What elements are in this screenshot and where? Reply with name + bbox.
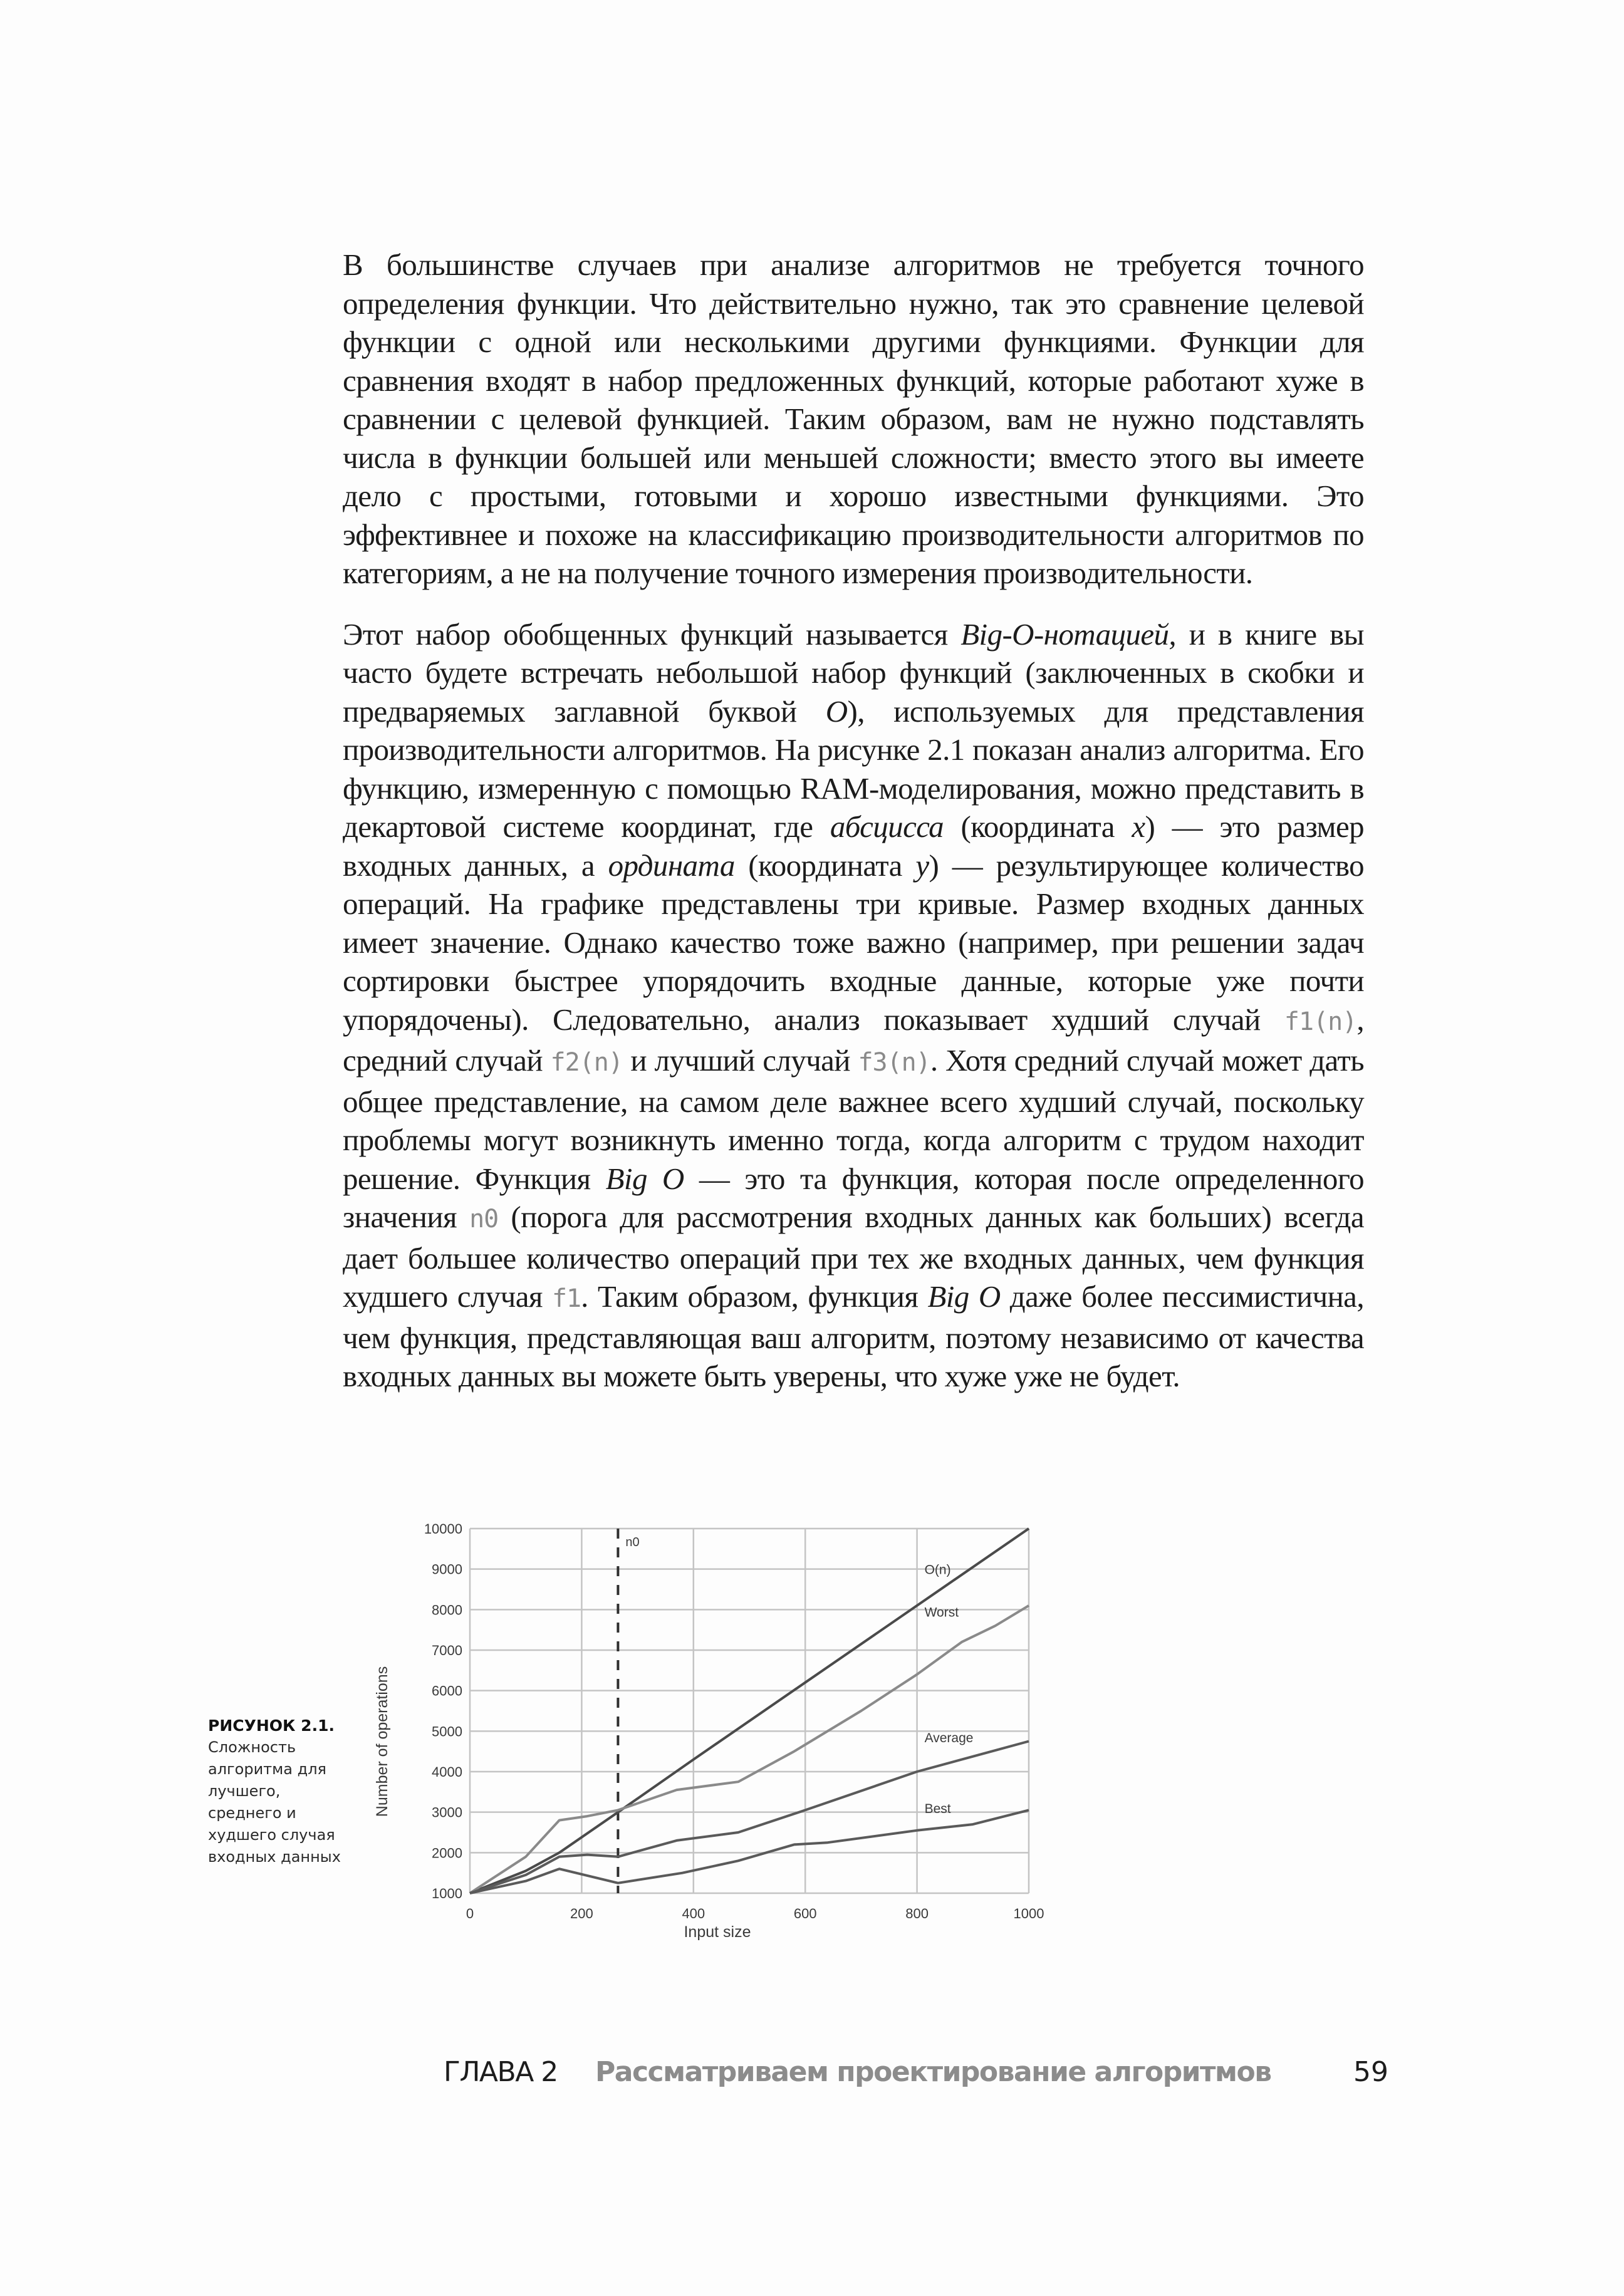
paragraph-2 — [343, 615, 1364, 1396]
chapter-number: ГЛАВА 2 — [444, 2056, 558, 2088]
code-n0: n0 — [469, 1205, 499, 1234]
term-big-o-notation: Big-O-нотацией, — [960, 616, 1177, 652]
code-f1n: f1(n) — [1284, 1007, 1357, 1036]
y-tick-label: 5000 — [432, 1723, 462, 1740]
series-label: Best — [924, 1802, 951, 1817]
x-axis-label: Input size — [684, 1923, 751, 1941]
x-tick-label: 800 — [905, 1906, 929, 1921]
series-labels — [925, 1563, 974, 1817]
series-line-on — [470, 1529, 1029, 1893]
chart-series — [470, 1529, 1029, 1893]
y-tick-label: 6000 — [432, 1683, 462, 1699]
page-footer — [444, 2056, 1396, 2094]
text-run: Этот набор обобщенных функций называется — [343, 616, 961, 652]
series-label: O(n) — [924, 1562, 951, 1577]
chart-svg — [351, 1491, 1078, 1942]
chart-grid — [470, 1529, 1029, 1893]
n0-threshold-line — [618, 1529, 639, 1893]
text-run: — это та функция, которая после определенного значения — [343, 1161, 1364, 1234]
series-label: Worst — [924, 1605, 959, 1620]
y-tick-label: 2000 — [432, 1845, 462, 1861]
x-tick-label: 600 — [793, 1906, 817, 1921]
code-f1: f1 — [551, 1284, 581, 1313]
y-tick-label: 7000 — [432, 1643, 462, 1658]
code-f3n: f3(n) — [858, 1048, 930, 1077]
text-run: и в книге вы часто будете встречать небольшой набор функций (заключенных в скобки и предваряемых заглавной буквой — [343, 616, 1364, 729]
x-tick-label: 0 — [466, 1906, 474, 1921]
y-axis-label: Number of operations — [373, 1666, 391, 1817]
x-tick-label: 400 — [682, 1906, 705, 1921]
term-x: x — [1132, 809, 1145, 844]
y-tick-label: 3000 — [432, 1804, 462, 1821]
y-tick-label: 1000 — [432, 1886, 462, 1901]
term-y: y — [915, 848, 929, 883]
term-o: O — [825, 693, 848, 729]
figure-label: РИСУНОК 2.1. — [208, 1717, 335, 1735]
chapter-title: Рассматриваем проектирование алгоритмов — [595, 2056, 1271, 2088]
text-run: . Хотя средний случай может дать общее представление, на самом деле важнее всего худший случай, поскольку проблемы могут возникнуть именно тогда, когда алгоритм с трудом находит решение. Функция — [343, 1043, 1364, 1196]
body-text — [343, 246, 1364, 1396]
text-run: ) — это размер входных данных, а — [343, 809, 1364, 883]
text-run: (порога для рассмотрения входных данных как больших) всегда дает большее количество операций при тех же входных данных, чем функция худшего случая — [343, 1200, 1364, 1314]
y-tick-label: 4000 — [432, 1764, 462, 1780]
term-abscissa: абсцисса — [830, 809, 944, 844]
term-big-o: Big O — [605, 1161, 684, 1196]
text-run: и лучший случай — [622, 1043, 858, 1078]
paragraph-1: В большинстве случаев при анализе алгоритмов не требуется точного определения функции. Что действительно нужно, так это сравнение целевой функции с одной или несколькими другими функциями. Функции для сравнения входят в набор предложенных функций, которые работают хуже в сравнении с целевой функцией. Таким образом, вам не нужно подставлять числа в функции большей или меньшей сложности; вместо этого вы имеете дело с простыми, готовыми и хорошо известными функциями. Это эффективнее и похоже на классификацию производительности алгоритмов по категориям, а не на получение точного измерения производительности. — [343, 247, 1364, 590]
series-line-worst — [470, 1606, 1029, 1893]
text-run: , средний случай — [343, 1002, 1364, 1078]
n0-label: n0 — [625, 1535, 640, 1549]
figure-caption-text: Сложность алгоритма для лучшего, среднего и худшего случая входных данных — [208, 1738, 341, 1866]
series-line-best — [470, 1810, 1029, 1893]
x-axis-ticks — [466, 1906, 1044, 1921]
text-run: даже более пессимистична, чем функция, представляющая ваш алгоритм, поэтому независимо от качества входных данных вы можете быть уверены, что хуже уже не будет. — [343, 1279, 1364, 1393]
y-tick-label: 8000 — [432, 1602, 462, 1618]
text-run: (координата — [734, 848, 916, 883]
x-tick-label: 200 — [570, 1906, 593, 1921]
code-f2n: f2(n) — [550, 1048, 623, 1077]
y-tick-label: 10000 — [424, 1521, 462, 1537]
figure-caption — [208, 1715, 358, 1868]
y-tick-label: 9000 — [432, 1561, 462, 1577]
text-run: . Таким образом, функция — [581, 1279, 928, 1314]
term-ordinate: ордината — [608, 848, 735, 883]
complexity-chart — [351, 1491, 1078, 1942]
text-run: (координата — [944, 809, 1132, 844]
page-number: 59 — [1353, 2056, 1388, 2088]
text-run: ), используемых для представления производительности алгоритмов. На рисунке 2.1 показан анализ алгоритма. Его функцию, измеренную с помощью RAM-моделирования, можно представить в декартовой системе координат, где — [343, 693, 1364, 844]
text-run: ) — результирующее количество операций. На графике представлены три кривые. Размер входных данных имеет значение. Однако качество тоже важно (например, при решении задач сортировки быстрее упорядочить входные данные, которые уже почти упорядочены). Следовательно, анализ показывает худший случай — [343, 848, 1364, 1037]
x-tick-label: 1000 — [1013, 1906, 1044, 1921]
series-label: Average — [924, 1731, 974, 1746]
term-big-o: Big O — [927, 1279, 1001, 1314]
y-axis-ticks — [424, 1521, 462, 1901]
